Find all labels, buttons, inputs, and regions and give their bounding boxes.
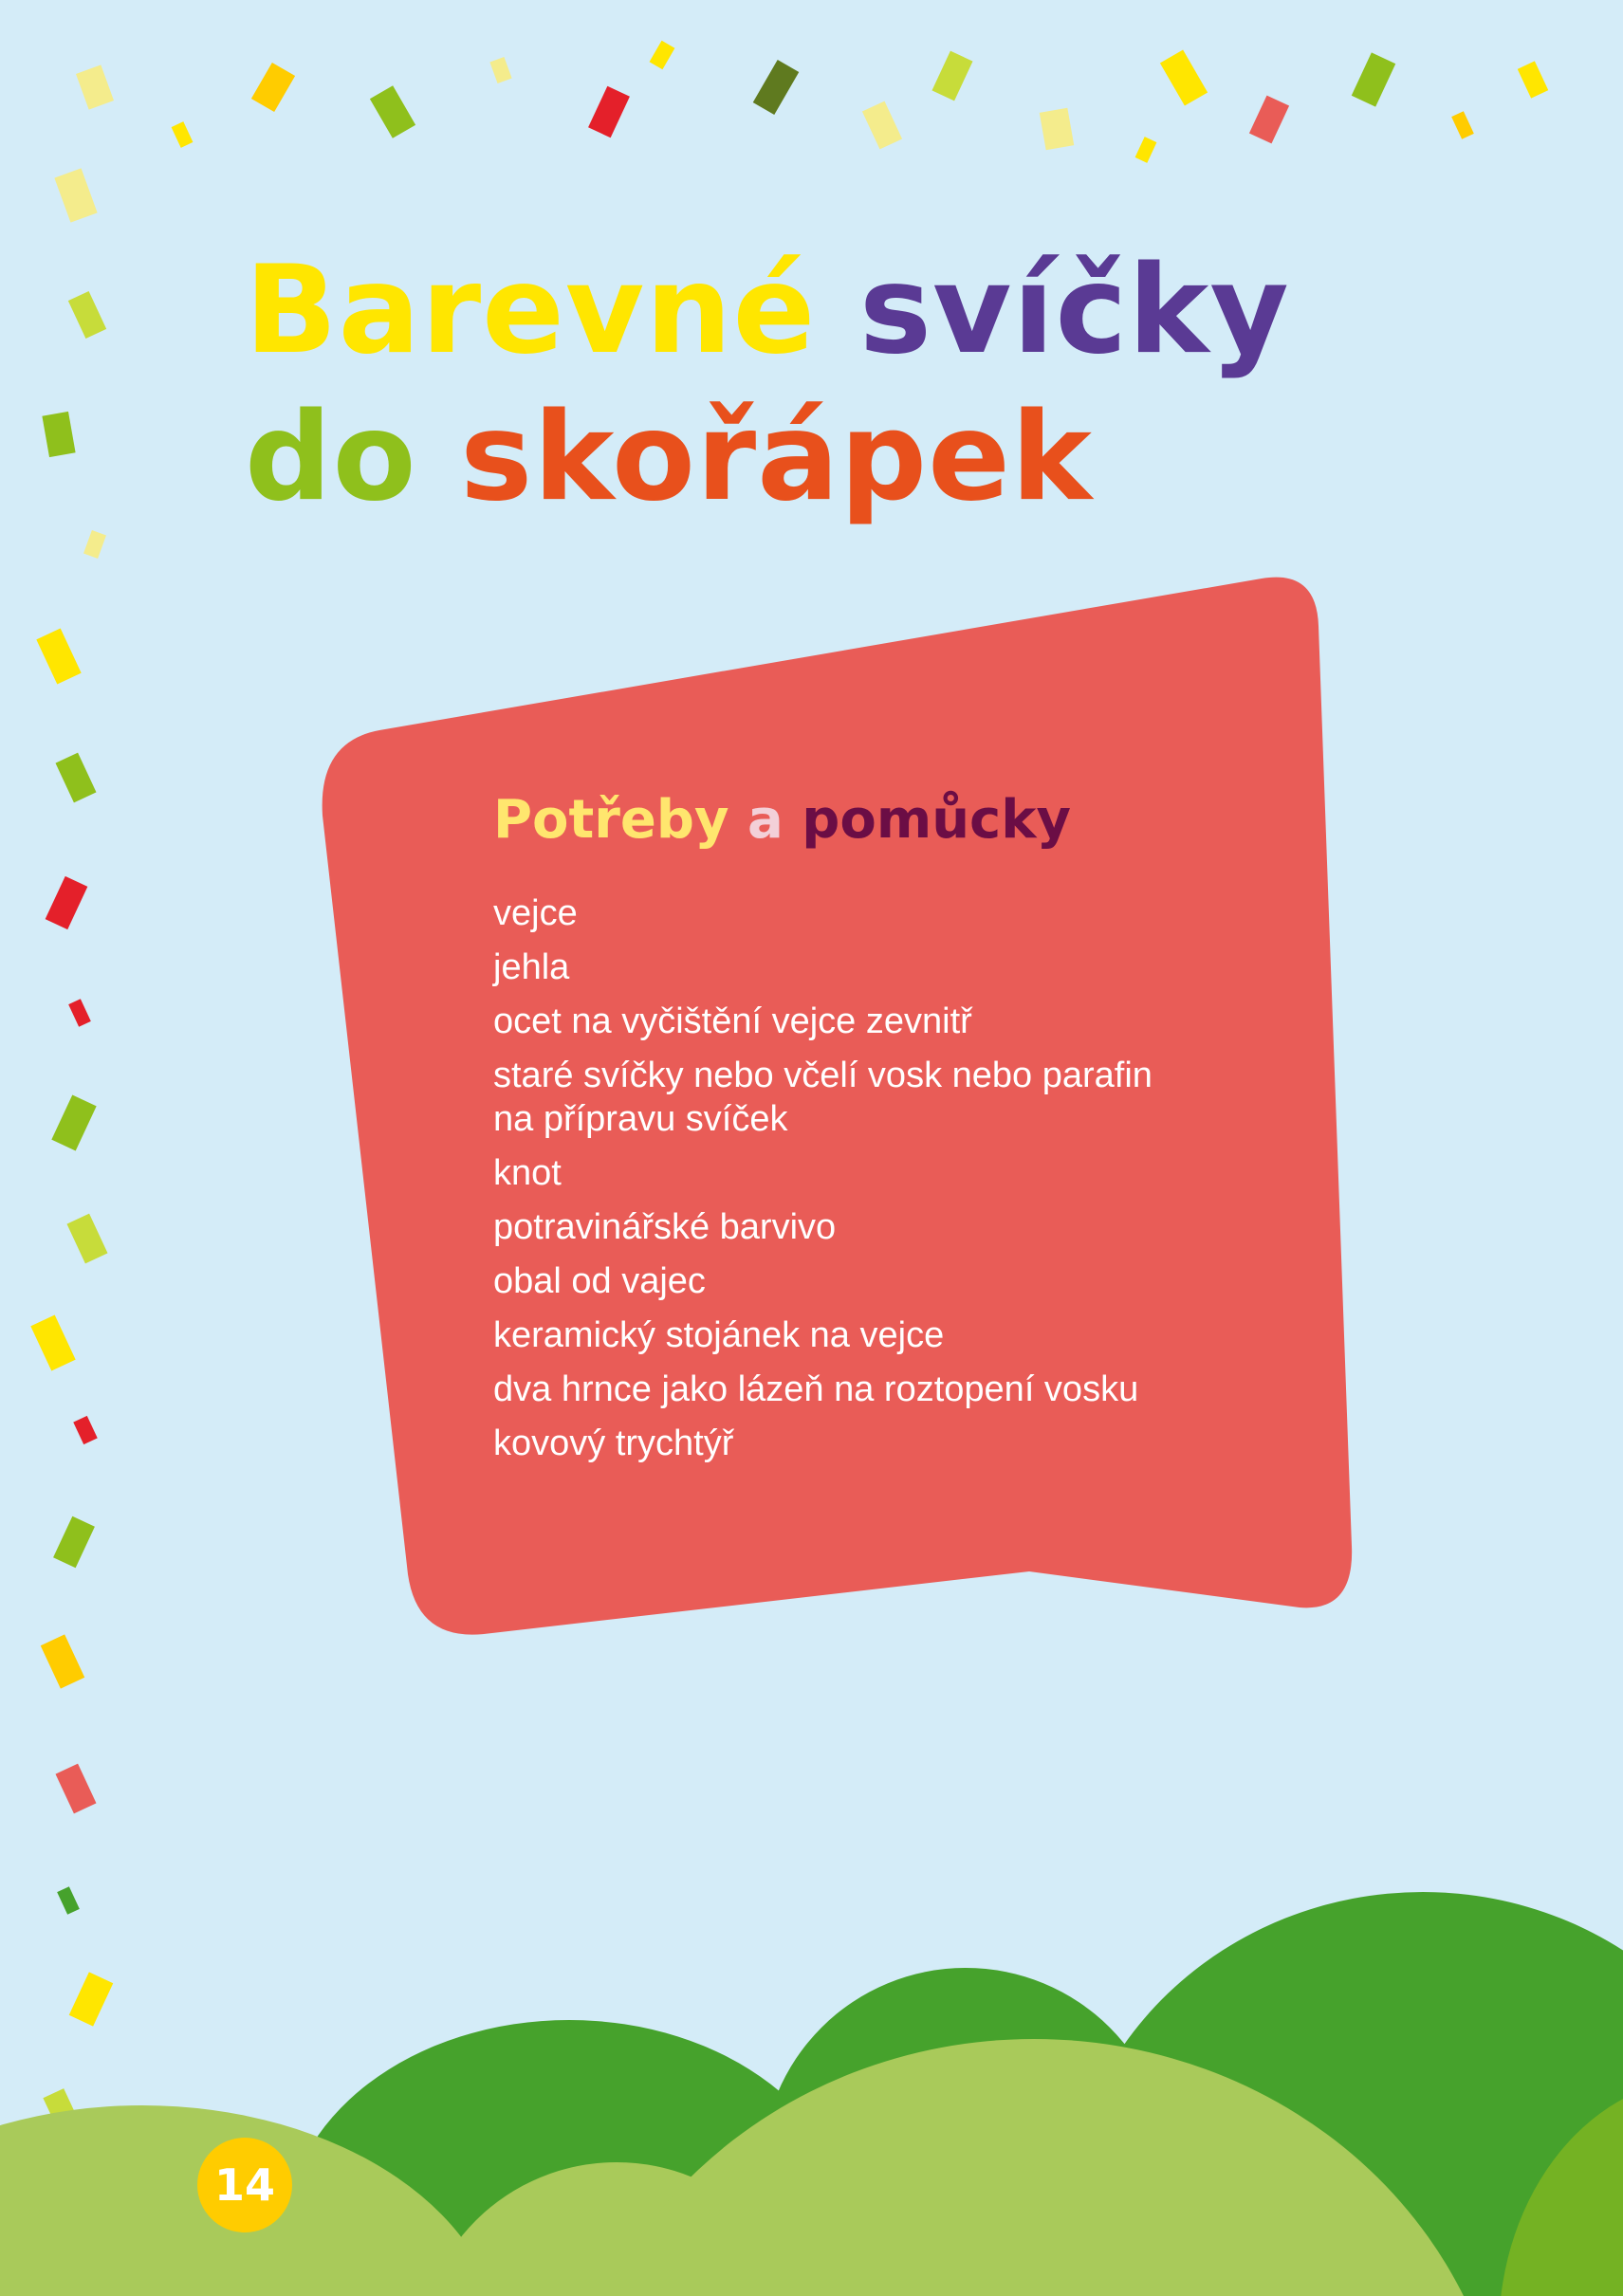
list-item-line: staré svíčky nebo včelí vosk nebo parafin [493, 1056, 1153, 1095]
list-item [493, 1054, 1214, 1141]
title-word-do: do [245, 387, 417, 528]
heading-word-a: a [747, 789, 784, 851]
page-number-badge: 14 [197, 2138, 292, 2232]
list-item: kovový trychtýř [493, 1424, 734, 1463]
list-item: dva hrnce jako lázeň na roztopení vosku [493, 1369, 1139, 1409]
list-item-line: na přípravu svíček [493, 1099, 788, 1139]
list-item: vejce [493, 893, 578, 933]
title-word-svicky: svíčky [858, 240, 1290, 381]
list-item: obal od vajec [493, 1261, 706, 1301]
title-word-barevne: Barevné [245, 240, 817, 381]
supplies-list [493, 891, 1214, 1465]
list-item: jehla [493, 947, 570, 987]
list-item: keramický stojánek na vejce [493, 1315, 945, 1355]
heading-word-pomucky: pomůcky [802, 789, 1071, 851]
list-item: potravinářské barvivo [493, 1207, 837, 1247]
heading-word-potreby: Potřeby [493, 789, 729, 851]
supplies-heading [493, 787, 1214, 854]
list-item: knot [493, 1153, 562, 1193]
supplies-card [493, 787, 1214, 1476]
title-word-skorapek: skořápek [460, 387, 1093, 528]
list-item: ocet na vyčištění vejce zevnitř [493, 1001, 972, 1041]
